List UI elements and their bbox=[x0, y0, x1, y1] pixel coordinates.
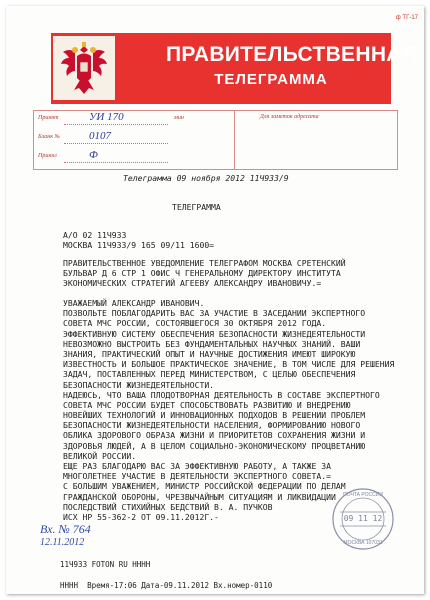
routing-line: МОСКВА 11Ч933/9 165 09/11 1600= bbox=[63, 240, 215, 250]
service-line bbox=[64, 124, 168, 125]
header-subtitle: ТЕЛЕГРАММА bbox=[214, 71, 328, 88]
notice-line: БУЛЬВАР Д 6 СТР 1 ОФИС Ч ГЕНЕРАЛЬНОМУ ДИРЕКТОРУ ИНСТИТУТА bbox=[63, 268, 341, 278]
telegram-date: Телеграмма 09 ноября 2012 11Ч933/9 bbox=[123, 173, 289, 183]
service-label: Бланк № bbox=[38, 134, 61, 140]
handwritten-entry: УИ 170 bbox=[89, 111, 124, 123]
body-line: НОВЕЙШИХ ТЕХНОЛОГИЙ И ИННОВАЦИОННЫХ ПОДХОДОВ В РЕШЕНИИ ПРОБЛЕМ bbox=[63, 410, 366, 421]
body-line: ГРАЖДАНСКОЙ ОБОРОНЫ, ЧРЕЗВЫЧАЙНЫМ СИТУАЦИЯМ И ЛИКВИДАЦИИ bbox=[63, 491, 336, 502]
body-line: ИЗВЕСТНОСТЬ И БОЛЬШОЕ ПРАКТИЧЕСКОЕ ЗНАЧЕНИЕ, В ТОМ ЧИСЛЕ ДЛЯ РЕШЕНИЯ bbox=[63, 359, 395, 370]
body-line: ЗАДАЧ, ПОСТАВЛЕННЫХ ПЕРЕД МИНИСТЕРСТВОМ, С ЦЕЛЬЮ ОБЕСПЕЧЕНИЯ bbox=[63, 369, 356, 380]
stamp-top-text: ПОЧТА РОССИИ bbox=[343, 492, 383, 498]
handwritten-incoming-number: Вх. № 764 bbox=[40, 522, 91, 536]
footer-receipt-line: НННН Время-17:06 Дата-09.11.2012 Вх.номер-0110 bbox=[60, 581, 273, 590]
service-label: Принял bbox=[38, 153, 57, 159]
service-suffix: мин bbox=[174, 115, 184, 121]
body-line: СОВЕТА МЧС РОССИИ, СОСТОЯВШЕГОСЯ 30 ОКТЯБРЯ 2012 ГОДА. bbox=[63, 318, 327, 329]
body-line: ЭФФЕКТИВНУЮ СИСТЕМУ ОБЕСПЕЧЕНИЯ БЕЗОПАСНОСТИ ЖИЗНЕДЕЯТЕЛЬНОСТИ bbox=[63, 328, 366, 339]
service-line bbox=[64, 162, 168, 163]
service-row-accepted bbox=[34, 111, 234, 130]
body-line: ЕЩЕ РАЗ БЛАГОДАРЮ ВАС ЗА ЭФФЕКТИВНУЮ РАБОТУ, А ТАКЖЕ ЗА bbox=[63, 461, 332, 471]
service-label: Принят bbox=[38, 115, 59, 121]
notice-line: ПРАВИТЕЛЬСТВЕННОЕ УВЕДОМЛЕНИЕ ТЕЛЕГРАФОМ МОСКВА СРЕТЕНСКИЙ bbox=[63, 258, 346, 268]
body-line: БЕЗОПАСНОСТИ ЖИЗНЕДЕЯТЕЛЬНОСТИ. bbox=[63, 379, 215, 390]
body-line: ПОЗВОЛЬТЕ ПОБЛАГОДАРИТЬ ВАС ЗА УЧАСТИЕ В ЗАСЕДАНИИ ЭКСПЕРТНОГО bbox=[63, 308, 366, 319]
body-line: СОВЕТА МЧС РОССИИ БУДЕТ СПОСОБСТВОВАТЬ РАЗВИТИЮ И ВНЕДРЕНИЮ bbox=[63, 399, 351, 410]
telegram-header bbox=[51, 33, 418, 104]
handwritten-entry: 0107 bbox=[89, 130, 111, 142]
service-row-blank bbox=[34, 130, 234, 149]
body-line: МНОГОЛЕТНЕЕ УЧАСТИЕ В ДЕЯТЕЛЬНОСТИ ЭКСПЕРТНОГО СОВЕТА.= bbox=[63, 471, 332, 482]
telegram-page bbox=[6, 6, 424, 594]
address-note: Для заметок адресата bbox=[260, 114, 319, 120]
body-line: УВАЖАЕМЫЙ АЛЕКСАНДР ИВАНОВИЧ. bbox=[63, 298, 205, 308]
body-line: ВЕЛИКОЙ РОССИИ. bbox=[63, 450, 137, 461]
header-title: ПРАВИТЕЛЬСТВЕННАЯ bbox=[166, 43, 418, 66]
body-line: БЕЗОПАСНОСТИ ЖИЗНЕДЕЯТЕЛЬНОСТИ НАСЕЛЕНИЯ, ФОРМИРОВАНИЮ НОВОГО bbox=[63, 420, 361, 431]
footer-code: 11Ч933 FOTON RU НННН bbox=[60, 560, 151, 569]
coat-of-arms-icon bbox=[53, 36, 115, 100]
body-line: ИСХ НР 55-362-2 ОТ 09.11.2012Г.- bbox=[63, 511, 219, 522]
body-line: ЗНАНИЯ, ПРАКТИЧЕСКИЙ ОПЫТ И НАУЧНЫЕ ДОСТИЖЕНИЯ ИМЕЮТ ШИРОКУЮ bbox=[63, 348, 356, 359]
telegram-heading: ТЕЛЕГРАММА bbox=[172, 202, 221, 212]
routing-line: А/О 02 11Ч933 bbox=[63, 230, 127, 240]
service-row-received bbox=[34, 149, 234, 168]
postal-stamp bbox=[330, 486, 396, 552]
notice-line: ЭКОНОМИЧЕСКИХ СТРАТЕГИЙ АГЕЕВУ АЛЕКСАНДРУ ИВАНОВИЧУ.= bbox=[63, 278, 322, 288]
service-line bbox=[64, 143, 168, 144]
body-line: С БОЛЬШИМ УВАЖЕНИЕМ, МИНИСТР РОССИЙСКОЙ ФЕДЕРАЦИИ ПО ДЕЛАМ bbox=[63, 481, 346, 492]
body-line: ЗДОРОВЬЯ ЛЮДЕЙ, А В ЦЕЛОМ СОЦИАЛЬНО-ЭКОНОМИЧЕСКОМУ ПРОЦВЕТАНИЮ bbox=[63, 440, 366, 451]
body-line: ОБЛИКА ЗДОРОВОГО ОБРАЗА ЖИЗНИ И ПРИОРИТЕТОВ СОХРАНЕНИЯ ЖИЗНИ И bbox=[63, 430, 366, 441]
stamp-bottom-text: МОСКВА 107031 bbox=[343, 540, 383, 546]
stamp-date: 09 11 12 bbox=[343, 514, 383, 523]
form-code: ф ТГ-17 bbox=[395, 15, 418, 21]
handwritten-entry: Ф bbox=[89, 149, 98, 161]
body-line: ПОСЛЕДСТВИЙ СТИХИЙНЫХ БЕДСТВИЙ В. А. ПУЧКОВ bbox=[63, 501, 273, 512]
body-line: НЕВОЗМОЖНО ВЫСТРОИТЬ БЕЗ ФУНДАМЕНТАЛЬНЫХ НАУЧНЫХ ЗНАНИЙ. ВАШИ bbox=[63, 338, 361, 349]
body-line: НАДЕЮСЬ, ЧТО ВАША ПЛОДОТВОРНАЯ ДЕЯТЕЛЬНОСТЬ В СОСТАВЕ ЭКСПЕРТНОГО bbox=[63, 389, 380, 400]
service-block bbox=[33, 110, 398, 170]
handwritten-incoming-date: 12.11.2012 bbox=[40, 537, 85, 548]
service-divider bbox=[234, 111, 235, 169]
